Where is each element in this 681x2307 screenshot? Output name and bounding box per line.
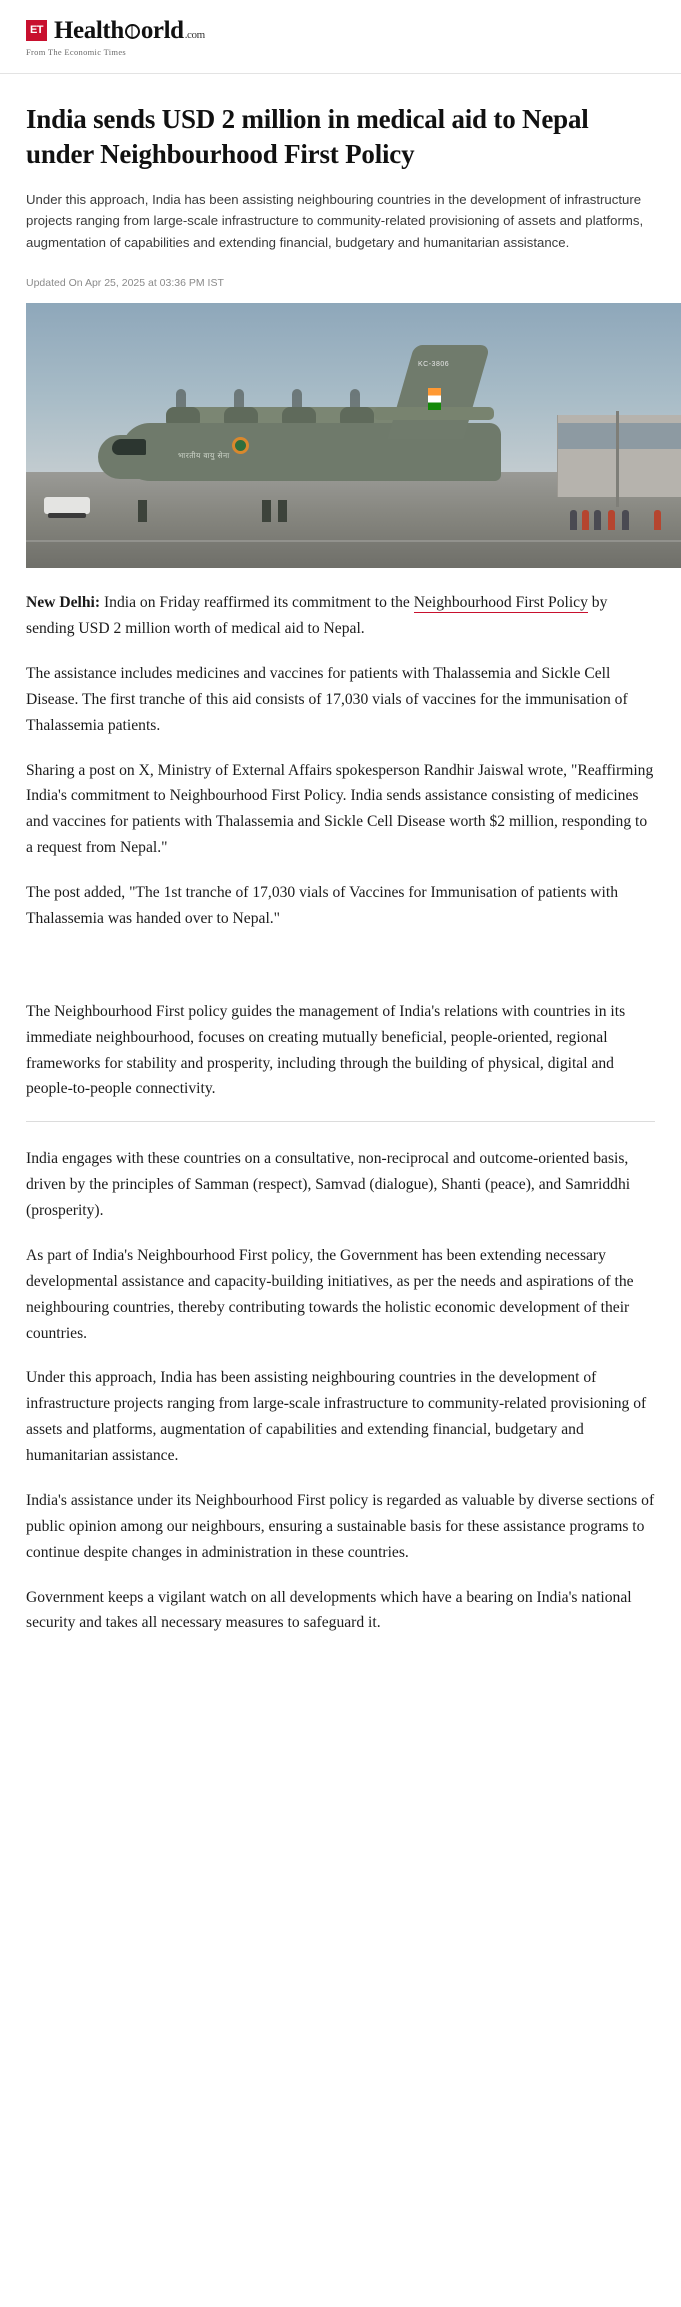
paragraph-6: India engages with these countries on a consultative, non-reciprocal and outcome-oriented basis, driven by the principles of Samman (respect), Samvad (dialogue), Shanti (peace), and Samriddhi (prosperity).	[26, 1150, 631, 1220]
neighbourhood-first-policy-link[interactable]: Neighbourhood First Policy	[413, 594, 588, 612]
paragraph-1	[26, 590, 655, 642]
paragraph-10: Government keeps a vigilant watch on all developments which have a bearing on India's national security and takes all necessary measures to safeguard it.	[26, 1588, 632, 1632]
logo-dotcom: .com	[184, 28, 205, 41]
globe-icon	[125, 24, 140, 39]
logo-row	[26, 17, 205, 45]
hero-image	[26, 303, 681, 568]
landing-gear	[278, 500, 287, 522]
paragraph-9: India's assistance under its Neighbourhood First policy is regarded as valuable by diverse sections of public opinion among our neighbours, ensuring a sustainable basis for these assistance programs to continue despite changes in administration in these countries.	[26, 1491, 655, 1561]
embed-placeholder	[26, 951, 655, 999]
aircraft-tail-code: KC-3806	[418, 361, 450, 369]
ground-crew-person	[608, 510, 615, 530]
logo-word-orld: orld	[140, 16, 184, 44]
hero-light-pole	[616, 411, 619, 507]
paragraph-8: Under this approach, India has been assisting neighbouring countries in the development of infrastructure projects ranging from large-scale infrastructure to community-related provisioning of assets and platforms, augmentation of capabilities and extending financial, budgetary and humanitarian assistance.	[26, 1369, 647, 1465]
landing-gear	[262, 500, 271, 522]
site-header	[0, 0, 681, 74]
article-header-block	[0, 74, 681, 568]
paragraph-1-post: by sending USD 2 million worth of medical aid to Nepal.	[26, 594, 608, 638]
paragraph-2: The assistance includes medicines and vaccines for patients with Thalassemia and Sickle Cell Disease. The first tranche of this aid consists of 17,030 vials of vaccines for the immunisation of Thalassemia patients.	[26, 664, 628, 734]
logo-subtitle: From The Economic Times	[26, 46, 127, 57]
aircraft-fuselage-text: भारतीय वायु सेना	[178, 451, 230, 461]
dateline: New Delhi:	[26, 594, 101, 612]
paragraph-3: Sharing a post on X, Ministry of External Affairs spokesperson Randhir Jaiswal wrote, "Reaffirming India's commitment to Neighbourhood First Policy. India sends assistance consisting of medicines and vaccines for patients with Thalassemia and Sickle Cell Disease worth $2 million, responding to a request from Nepal."	[26, 761, 654, 857]
ground-crew-person	[594, 510, 601, 530]
logo-word-health: Health	[54, 16, 124, 44]
article-synopsis: Under this approach, India has been assisting neighbouring countries in the development of infrastructure projects ranging from large-scale infrastructure to community-related provisioning of assets and platforms, augmentation of capabilities and extending financial, budgetary and humanitarian assistance.	[26, 192, 644, 250]
et-badge-icon: ET	[26, 20, 47, 41]
article-timestamp: Updated On Apr 25, 2025 at 03:36 PM IST	[26, 277, 224, 290]
apron-marking	[26, 540, 681, 542]
site-logo[interactable]	[26, 17, 205, 57]
paragraph-1-pre: India on Friday reaffirmed its commitment to the	[100, 594, 414, 612]
section-divider	[26, 1121, 655, 1122]
hero-terminal-building	[557, 415, 681, 497]
ground-vehicle	[44, 497, 90, 514]
ground-crew-person	[622, 510, 629, 530]
paragraph-5: The Neighbourhood First policy guides the management of India's relations with countries in its immediate neighbourhood, focuses on creating mutually beneficial, people-oriented, regional frameworks for stability and prosperity, including through the building of physical, digital and people-to-people connectivity.	[26, 1002, 626, 1098]
ground-crew-person	[654, 510, 661, 530]
paragraph-7: As part of India's Neighbourhood First policy, the Government has been extending necessary developmental assistance and capacity-building initiatives, as per the needs and aspirations of the neighbouring countries, thereby contributing towards the holistic economic development of their countries.	[26, 1246, 634, 1342]
india-flag-icon	[428, 388, 441, 410]
aircraft-cockpit-window	[112, 439, 146, 455]
ground-crew-person	[570, 510, 577, 530]
article-body	[0, 590, 681, 1636]
paragraph-4: The post added, "The 1st tranche of 17,030 vials of Vaccines for Immunisation of patients with Thalassemia was handed over to Nepal."	[26, 884, 619, 927]
page-title: India sends USD 2 million in medical aid to Nepal under Neighbourhood First Policy	[26, 104, 589, 169]
ground-crew-person	[582, 510, 589, 530]
landing-gear	[138, 500, 147, 522]
logo-wordmark	[54, 17, 205, 45]
